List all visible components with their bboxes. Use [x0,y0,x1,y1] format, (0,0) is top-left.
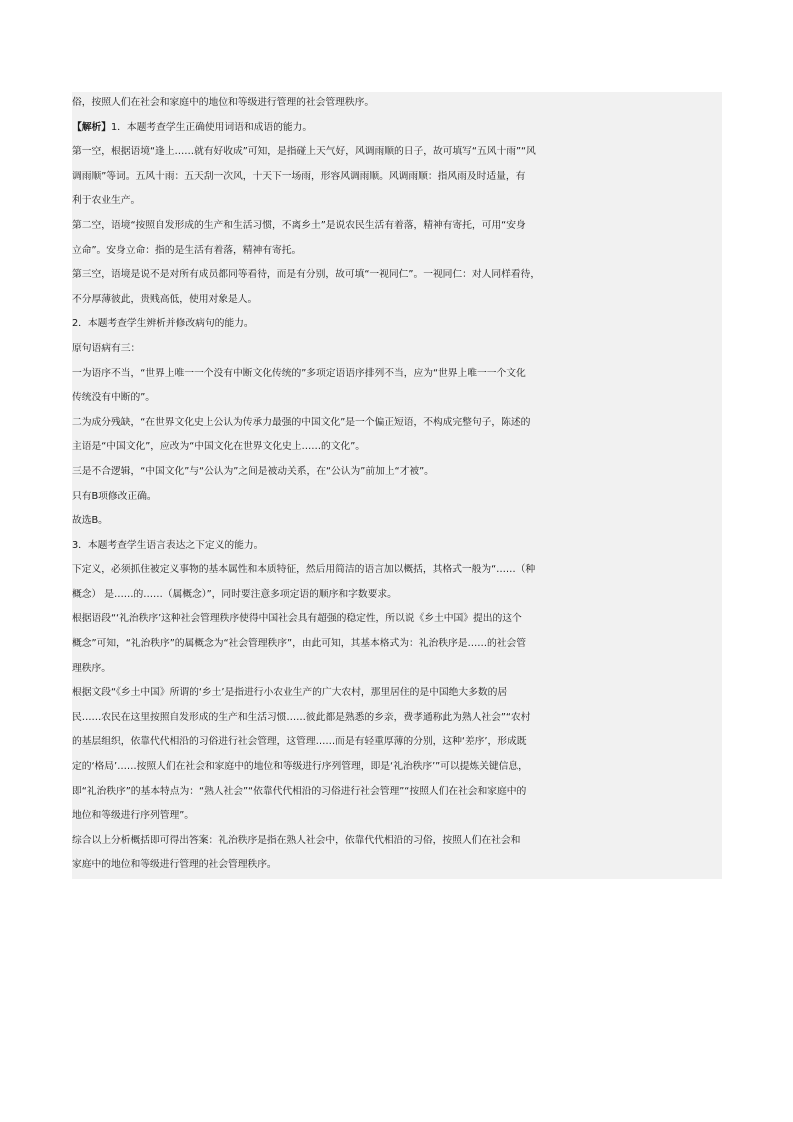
text-line [72,119,722,136]
text-line: 定的‘格局’……按照人们在社会和家庭中的地位和等级进行序列管理，即是‘礼治秩序’”可以提炼关键信息， [72,761,528,773]
text-line: 概念”可知，“礼治秩序”的属概念为“社会管理秩序”，由此可知，其基本格式为：礼治秩序是……的社会管 [72,638,526,650]
paragraph [72,537,722,554]
paragraph [72,463,722,480]
paragraph [72,94,722,111]
text-line: 利于农业生产。 [72,195,141,207]
text-line: 概念） 是……的……（属概念）”，同时要注意多项定语的顺序和字数要求。 [72,588,397,600]
text-line: 不分厚薄彼此，贵贱高低，使用对象是人。 [72,293,258,305]
text-line: 地位和等级进行序列管理”。 [72,810,194,822]
text-line: 的基层组织，依靠代代相沿的习俗进行社会管理，这管理……而是有轻重厚薄的分别，这种‘差序’，形成既 [72,736,527,748]
text-line: 2．本题考查学生辨析并修改病句的能力。 [72,318,254,330]
paragraph [72,610,722,676]
text-line: 民……农民在这里按照自发形成的生产和生活习惯……彼此都是熟悉的乡亲，费孝通称此为熟人社会”“农村 [72,711,531,723]
text-line: 调雨顺”等词。五风十雨：五天刮一次风，十天下一场雨，形容风调雨顺。风调雨顺：指风雨及时适量，有 [72,170,526,182]
text-line: 综合以上分析概括即可得出答案：礼治秩序是指在熟人社会中，依靠代代相沿的习俗，按照人们在社会和 [72,834,521,846]
text-line: 即“礼治秩序”的基本特点为：“熟人社会”“依靠代代相沿的习俗进行社会管理”“按照人们在社会和家庭中的 [72,785,527,797]
text-line: 理秩序。 [72,662,111,674]
analysis-label: 【解析】 [72,121,111,133]
text-line: 根据文段“《乡土中国》所谓的‘乡土’是指进行小农业生产的广大农村，那里居住的是中国绝大多数的居 [72,687,508,699]
paragraph [72,414,722,456]
analysis-heading-paragraph [72,119,722,136]
text-line: 第三空，语境是说不是对所有成员都同等看待，而是有分别，故可填“一视同仁”。一视同仁：对人同样看待， [72,269,541,281]
text-line: 三是不合逻辑，“中国文化”与“公认为”之间是被动关系，在“公认为”前加上“才被”。 [72,465,434,477]
text-line: 俗，按照人们在社会和家庭中的地位和等级进行管理的社会管理秩序。 [72,97,375,108]
text-line: 一为语序不当，“世界上唯一一个没有中断文化传统的”多项定语语序排列不当，应为“世界上唯一一个文化 [72,367,526,379]
text-line: 第一空，根据语境“逢上……就有好收成”可知，是指碰上天气好，风调雨顺的日子，故可填写“五风十雨”“风 [72,146,536,158]
paragraph [72,684,722,824]
text-line: 原句语病有三： [72,342,141,354]
text-line: 只有B项修改正确。 [72,490,157,502]
paragraph [72,315,722,332]
paragraph [72,512,722,529]
text-line: 故选B。 [72,515,108,527]
answer-analysis-block [72,92,722,879]
text-line: 家庭中的地位和等级进行管理的社会管理秩序。 [72,859,277,871]
paragraph [72,266,722,308]
text-line: 传统没有中断的”。 [72,392,156,404]
text-line: 3．本题考查学生语言表达之下定义的能力。 [72,539,264,551]
paragraph [72,143,722,209]
text-line: 二为成分残缺，“在世界文化史上公认为传承力最强的中国文化”是一个偏正短语，不构成完整句子，陈述的 [72,416,531,428]
text-line: 立命”。安身立命：指的是生活有着落，精神有寄托。 [72,244,302,256]
question-intro: 1．本题考查学生正确使用词语和成语的能力。 [111,121,313,133]
paragraph [72,217,722,259]
text-line: 下定义，必须抓住被定义事物的基本属性和本质特征，然后用简洁的语言加以概括，其格式一般为“……（种 [72,564,536,576]
paragraph [72,488,722,505]
text-line: 主语是“中国文化”，应改为“中国文化在世界文化史上……的文化”。 [72,441,366,453]
text-line: 根据语段“‘礼治秩序’这种社会管理秩序使得中国社会具有超强的稳定性，所以说《乡土中国》提出的这个 [72,613,522,625]
paragraph [72,365,722,407]
paragraph [72,340,722,357]
paragraph [72,561,722,603]
paragraph [72,832,722,874]
text-line: 第二空，语境“按照自发形成的生产和生活习惯，不离乡土”是说农民生活有着落，精神有寄托，可用“安身 [72,219,526,231]
